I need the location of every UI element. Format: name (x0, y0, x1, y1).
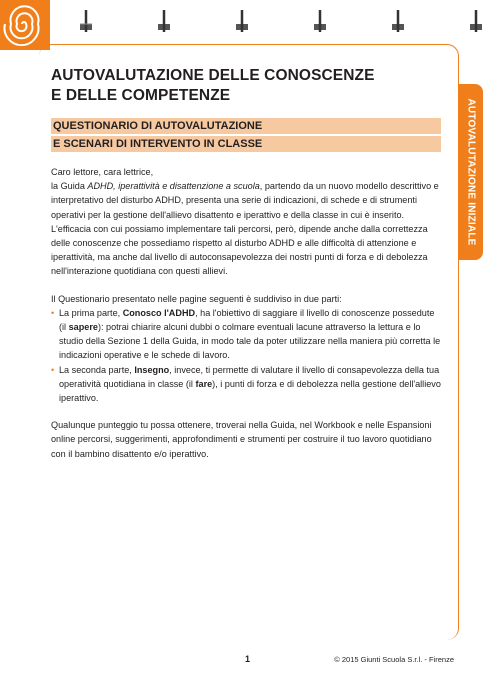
binder-ring-icon (236, 10, 248, 32)
bullet1-emphasis: sapere (68, 322, 98, 333)
list-item (51, 363, 441, 406)
intro-paragraph (51, 165, 441, 279)
bullet1-keyword: Conosco l'ADHD (122, 307, 196, 318)
structure-intro: Il Questionario presentato nelle pagine seguenti è suddiviso in due parti: (51, 293, 342, 304)
intro-text-pre: la Guida (51, 181, 88, 192)
page-title-line-2: E DELLE COMPETENZE (51, 87, 231, 104)
bullet2-keyword: Insegno (134, 364, 170, 375)
page-title (51, 66, 451, 106)
binder-ring-icon (158, 10, 170, 32)
spiral-logo-icon (0, 0, 50, 50)
section-subtitle-line-1: QUESTIONARIO DI AUTOVALUTAZIONE (51, 118, 441, 134)
binder-ring-icon (314, 10, 326, 32)
bullet2-text-e: ), i punti di forza e di debolezza nella gestione dell'allievo iperattivo. (59, 378, 441, 404)
section-subtitle (51, 118, 441, 154)
body-text (51, 165, 441, 474)
side-tab-label: AUTOVALUTAZIONE INIZIALE (465, 98, 477, 246)
bullet2-text-c: , invece, ti permette di valutare il livello di consapevolezza della tua operatività quotidiana in classe (il (59, 364, 440, 389)
side-tab (459, 84, 483, 260)
list-item (51, 306, 441, 363)
guide-title: ADHD, iperattività e disattenzione a scuola (87, 181, 260, 192)
efficacy-paragraph: L'efficacia con cui possiamo implementare tali percorsi, però, dipende anche dalla correttezza delle conoscenze che possediamo rispetto al disturbo ADHD e alle difficoltà di attenzione e iperattività, ma anche dal livello di autoconsapevolezza dei nostri punti di forza e di debolezza nell'interazione quotidiana con questi allievi. (51, 223, 428, 277)
bullet1-text-c: , ha l'obiettivo di saggiare il livello di conoscenze possedute (il (59, 307, 435, 333)
bullet1-text-a: La prima parte, (59, 307, 123, 318)
parts-list (51, 306, 441, 405)
greeting: Caro lettore, cara lettrice, (51, 167, 154, 177)
bullet1-text-e: ): potrai chiarire alcuni dubbi o colmare eventuali lacune attraverso la lettura e lo studio della Sezione 1 della Guida, in modo tale da poter utilizzare nella maniera più corretta le indicazioni operative e le schede di lavoro. (59, 322, 441, 361)
page-number: 1 (245, 654, 251, 664)
binder-ring-icon (470, 10, 482, 32)
closing-paragraph: Qualunque punteggio tu possa ottenere, troverai nella Guida, nel Workbook e nelle Espansioni online percorsi, suggerimenti, approfondimenti e strumenti per costruire il tuo lavoro quotidiano con il bambino disattento e/o iperattivo. (51, 420, 432, 459)
intro-text-post: , partendo da un nuovo modello descrittivo e interpretativo del disturbo ADHD, presenta una serie di indicazioni, di schede e di strumenti operativi per la gestione dell'allievo disattento e iperattivo e della classe in cui è inserito. (51, 181, 439, 220)
section-subtitle-line-2: E SCENARI DI INTERVENTO IN CLASSE (51, 136, 441, 152)
bullet2-text-a: La seconda parte, (59, 364, 135, 375)
bullet2-emphasis: fare (195, 378, 213, 389)
page-title-line-1: AUTOVALUTAZIONE DELLE CONOSCENZE (51, 67, 375, 84)
binder-ring-icon (392, 10, 404, 32)
copyright-notice: © 2015 Giunti Scuola S.r.l. - Firenze (334, 655, 454, 664)
binder-ring-icon (80, 10, 92, 32)
spiral-logo-graphic (0, 0, 50, 50)
